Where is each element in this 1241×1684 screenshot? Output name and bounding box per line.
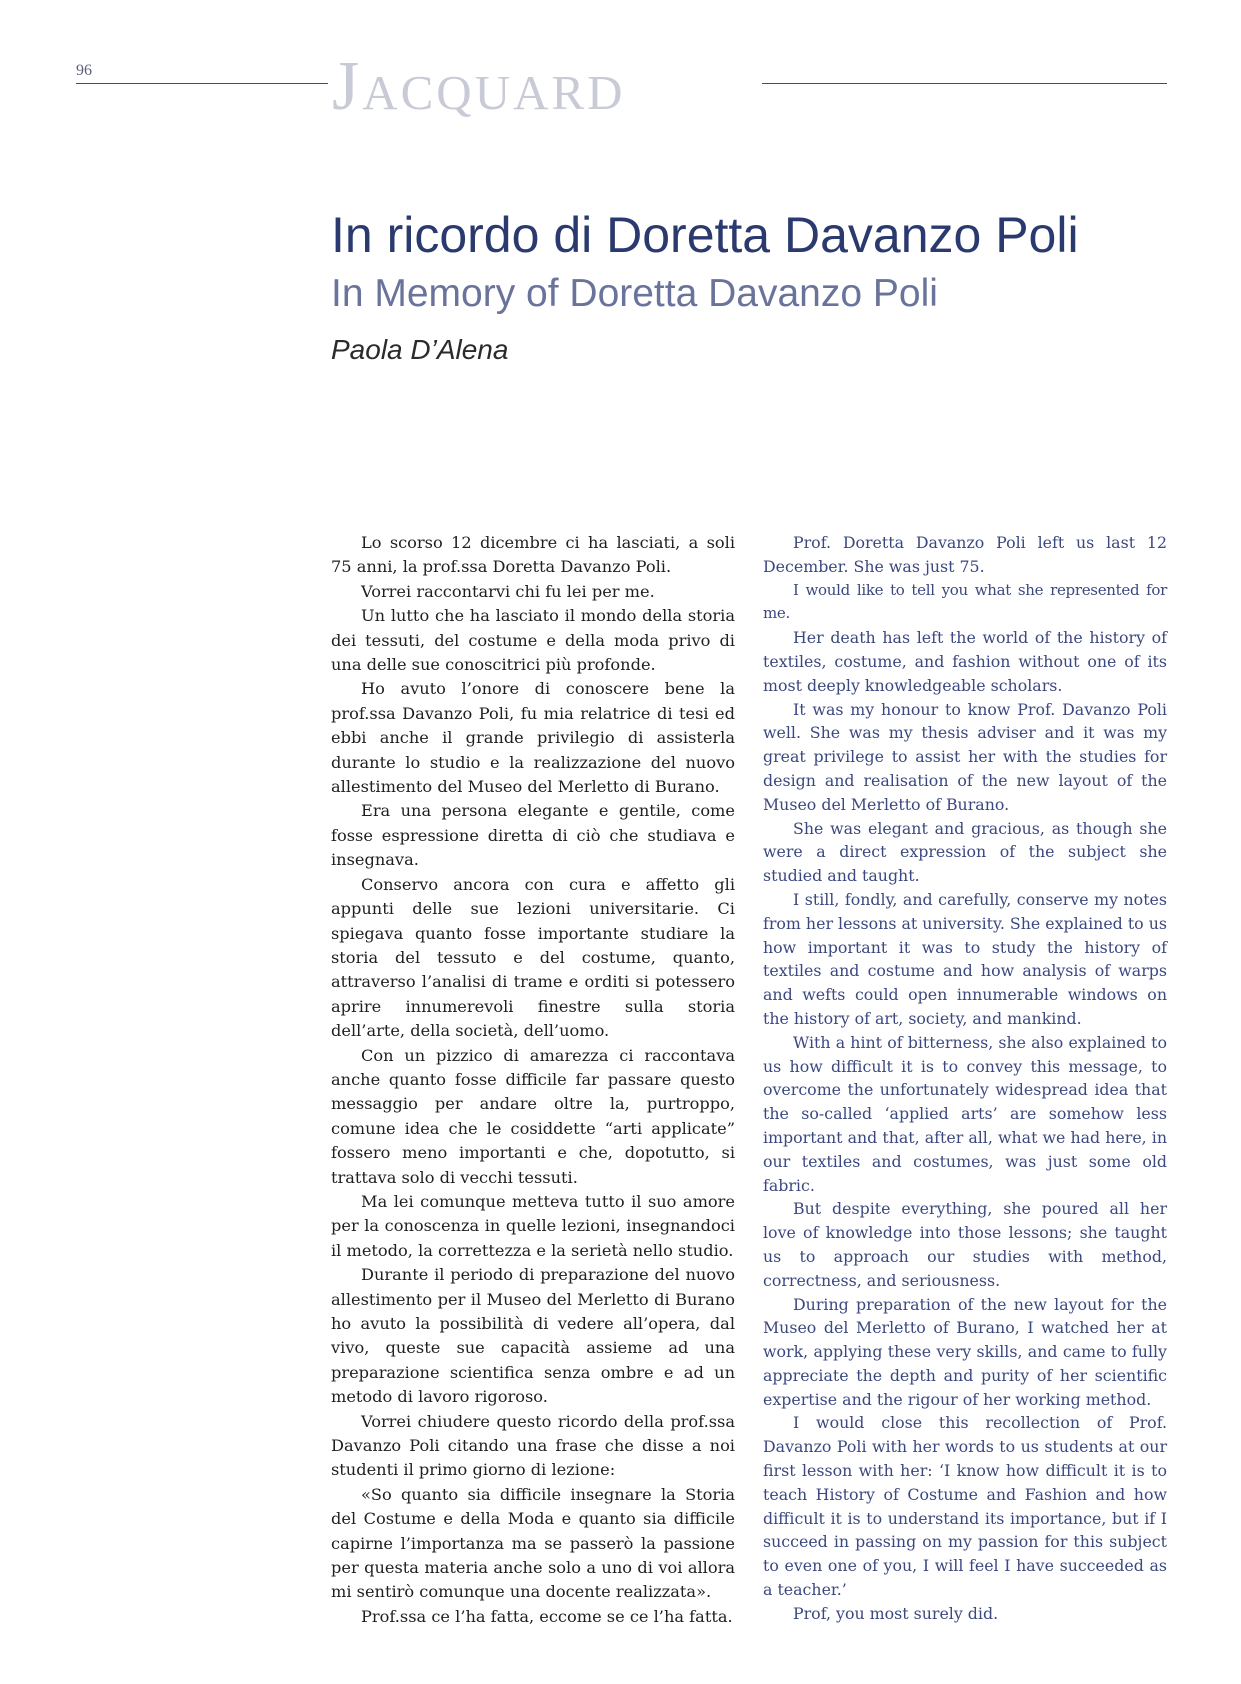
paragraph: Conservo ancora con cura e affetto gli appunti delle sue lezioni universitarie. Ci spiegava quanto fosse importante studiare la storia del tessuto e del costume, quanto, attraverso l’analisi di trame e orditi si potessero aprire innumerevoli finestre sulla storia dell’arte, della società, dell’uomo. — [331, 874, 735, 1041]
paragraph: Ma lei comunque metteva tutto il suo amore per la conoscenza in quelle lezioni, insegnandoci il metodo, la correttezza e la serietà nello studio. — [331, 1191, 735, 1260]
magazine-title: Jacquard — [332, 48, 626, 125]
paragraph: Era una persona elegante e gentile, come fosse espressione diretta di ciò che studiava e insegnava. — [331, 801, 735, 870]
quote-paragraph: I would close this recollection of Prof. Davanzo Poli with her words to us students at our first lesson with her: ‘I know how difficult it is to teach History of Costume and Fashion and how difficult it is to understand its importance, but if I succeed in passing on my passion for this subject to even one of you, I will feel I have succeeded as a teacher.’ — [763, 1413, 1167, 1600]
paragraph: But despite everything, she poured all her love of knowledge into those lessons; she taught us to approach our studies with method, correctness, and seriousness. — [763, 1199, 1167, 1290]
paragraph: Vorrei chiudere questo ricordo della prof.ssa Davanzo Poli citando una frase che disse a noi studenti il primo giorno di lezione: — [331, 1411, 735, 1480]
italian-text-column — [331, 531, 735, 1629]
paragraph: Con un pizzico di amarezza ci raccontava anche quanto fosse difficile far passare questo messaggio per andare oltre la, purtroppo, comune idea che le cosiddette “arti applicate” fossero meno importanti e che, dopotutto, si trattava solo di vecchi tessuti. — [331, 1045, 735, 1187]
article-title-italian: In ricordo di Doretta Davanzo Poli — [331, 207, 1079, 263]
paragraph: Prof.ssa ce l’ha fatta, eccome se ce l’ha fatta. — [361, 1606, 733, 1626]
paragraph: Her death has left the world of the history of textiles, costume, and fashion without one of its most deeply knowledgeable scholars. — [763, 628, 1167, 695]
header-rule-right — [762, 83, 1167, 84]
paragraph: Un lutto che ha lasciato il mondo della storia dei tessuti, del costume e della moda privo di una delle sue conoscitrici più profonde. — [331, 606, 735, 675]
header-rule-left — [76, 83, 328, 84]
article-author: Paola D’Alena — [331, 334, 509, 365]
paragraph: She was elegant and gracious, as though she were a direct expression of the subject she studied and taught. — [763, 818, 1167, 886]
english-text-column — [763, 531, 1167, 1626]
paragraph: During preparation of the new layout for the Museo del Merletto of Burano, I watched her at work, applying these very skills, and came to fully appreciate the depth and purity of her scientific expertise and the rigour of her working method. — [763, 1294, 1167, 1409]
paragraph: Durante il periodo di preparazione del nuovo allestimento per il Museo del Merletto di Burano ho avuto la possibilità di vedere all’opera, dal vivo, queste sue capacità assieme ad una preparazione scientifica senza ombre e ad un metodo di lavoro rigoroso. — [331, 1265, 735, 1407]
paragraph: Ho avuto l’onore di conoscere bene la prof.ssa Davanzo Poli, fu mia relatrice di tesi ed ebbi anche il grande privilegio di assisterla durante lo studio e la realizzazione del nuovo allestimento del Museo del Merletto di Burano. — [331, 679, 735, 797]
paragraph: Lo scorso 12 dicembre ci ha lasciati, a soli 75 anni, la prof.ssa Doretta Davanzo Poli. — [331, 533, 735, 577]
paragraph: I would like to tell you what she represented for me. — [763, 580, 1167, 623]
article-title-english: In Memory of Doretta Davanzo Poli — [331, 272, 938, 315]
paragraph: It was my honour to know Prof. Davanzo Poli well. She was my thesis adviser and it was my great privilege to assist her with the studies for design and realisation of the new layout of the Museo del Merletto of Burano. — [763, 699, 1167, 814]
paragraph: Vorrei raccontarvi chi fu lei per me. — [361, 581, 655, 601]
paragraph: Prof. Doretta Davanzo Poli left us last 12 December. She was just 75. — [763, 533, 1167, 576]
page-number: 96 — [76, 62, 92, 79]
paragraph: I still, fondly, and carefully, conserve my notes from her lessons at university. She explained to us how important it was to study the history of textiles and costume and how analysis of warps and wefts could open innumerable windows on the history of art, society, and mankind. — [763, 889, 1167, 1028]
paragraph: Prof, you most surely did. — [793, 1603, 999, 1623]
paragraph: With a hint of bitterness, she also explained to us how difficult it is to convey this message, to overcome the unfortunately widespread idea that the so-called ‘applied arts’ are somehow less important and that, after all, what we had here, in our textiles and costumes, was just some old fabric. — [763, 1032, 1167, 1195]
quote-paragraph: «So quanto sia difficile insegnare la Storia del Costume e della Moda e quanto sia difficile capirne l’importanza ma se passerò la passione per questa materia anche solo a uno di voi allora mi sentirò comunque una docente realizzata». — [331, 1484, 735, 1602]
